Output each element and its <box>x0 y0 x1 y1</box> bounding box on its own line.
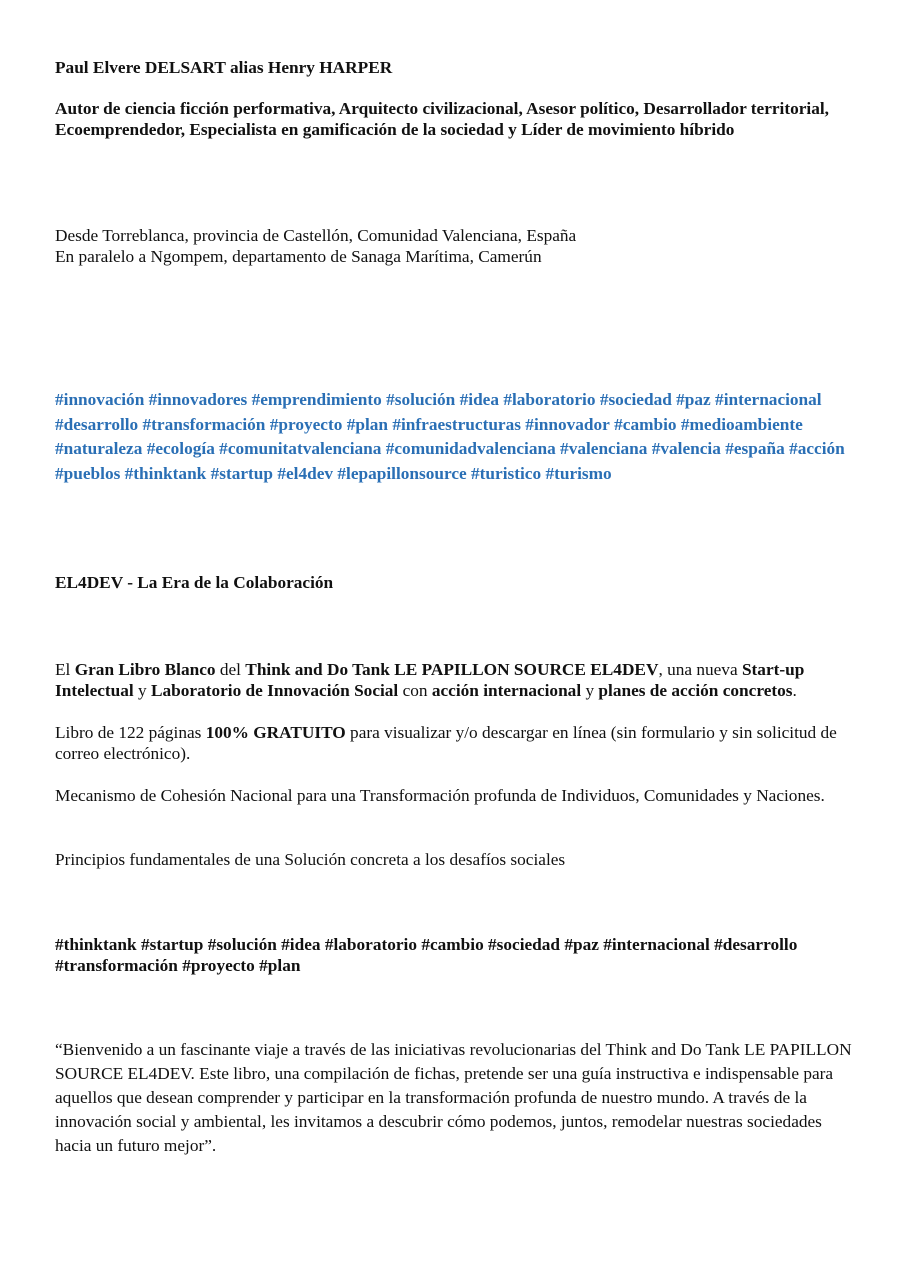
hashtag-link[interactable]: #lepapillonsource <box>337 463 467 483</box>
hashtag-link[interactable]: #innovadores <box>148 390 248 409</box>
hashtag-link[interactable]: #emprendimiento <box>251 390 382 409</box>
hashtag-link[interactable]: #el4dev <box>277 463 334 483</box>
principles-paragraph: Principios fundamentales de una Solución concreta a los desafíos sociales <box>55 850 566 869</box>
hashtag-link[interactable]: #startup <box>210 463 274 483</box>
hashtag-link[interactable]: #idea <box>459 390 499 409</box>
hashtag-link[interactable]: #innovador <box>525 414 610 434</box>
hashtag-link[interactable]: #paz <box>676 390 711 409</box>
hashtag-link[interactable]: #acción <box>789 439 845 458</box>
location-line-2: En paralelo a Ngompem, departamento de Sanaga Marítima, Camerún <box>55 247 542 266</box>
hashtag-link[interactable]: #comunidadvalenciana <box>385 439 556 458</box>
hashtag-link[interactable]: #innovación <box>55 390 145 409</box>
hashtag-link[interactable]: #proyecto <box>269 414 343 434</box>
location-line-1: Desde Torreblanca, provincia de Castellón, Comunidad Valenciana, España <box>55 226 577 245</box>
hashtag-link[interactable]: #sociedad <box>599 390 672 409</box>
hashtag-link[interactable]: #españa <box>725 439 785 458</box>
author-name: Paul Elvere DELSART alias Henry HARPER <box>55 58 393 77</box>
book-paragraph: Libro de 122 páginas 100% GRATUITO para visualizar y/o descargar en línea (sin formulario y sin solicitud de correo electrónico). <box>55 723 837 763</box>
hashtag-link[interactable]: #medioambiente <box>680 414 803 434</box>
hashtag-link[interactable]: #internacional <box>715 390 822 409</box>
hashtag-link[interactable]: #cambio <box>614 414 677 434</box>
hashtag-link[interactable]: #ecología <box>146 439 215 458</box>
section-title: EL4DEV - La Era de la Colaboración <box>55 573 334 592</box>
hashtag-link[interactable]: #turismo <box>545 463 612 483</box>
hashtag-link[interactable]: #valenciana <box>560 439 648 458</box>
intro-paragraph: El Gran Libro Blanco del Think and Do Tank LE PAPILLON SOURCE EL4DEV, una nueva Start-up Intelectual y Laboratorio de Innovación Social con acción internacional y planes de acción concretos. <box>55 660 805 700</box>
hashtag-list-blue <box>55 388 855 486</box>
mechanism-paragraph: Mecanismo de Cohesión Nacional para una Transformación profunda de Individuos, Comunidades y Naciones. <box>55 786 825 805</box>
hashtag-link[interactable]: #comunitatvalenciana <box>219 439 382 458</box>
hashtag-link[interactable]: #infraestructuras <box>392 414 521 434</box>
hashtag-link[interactable]: #thinktank <box>124 463 207 483</box>
hashtag-link[interactable]: #pueblos <box>55 463 121 483</box>
hashtag-link[interactable]: #desarrollo <box>55 414 139 434</box>
hashtag-link[interactable]: #plan <box>346 414 389 434</box>
hashtag-link[interactable]: #transformación <box>142 414 266 434</box>
hashtag-list-black: #thinktank #startup #solución #idea #laboratorio #cambio #sociedad #paz #internacional #desarrollo #transformación #proyecto #plan <box>55 935 798 975</box>
hashtag-link[interactable]: #solución <box>386 390 456 409</box>
hashtag-link[interactable]: #turistico <box>471 463 542 483</box>
welcome-quote: “Bienvenido a un fascinante viaje a través de las iniciativas revolucionarias del Think and Do Tank LE PAPILLON SOURCE EL4DEV. Este libro, una compilación de fichas, pretende ser una guía instructiva e indispensable para aquellos que desean comprender y participar en la transformación profunda de nuestro mundo. A través de la innovación social y ambiental, les invitamos a descubrir cómo podemos, juntos, remodelar nuestras sociedades hacia un futuro mejor”. <box>55 1040 852 1155</box>
hashtag-link[interactable]: #valencia <box>651 439 721 458</box>
hashtag-link[interactable]: #laboratorio <box>503 390 596 409</box>
hashtag-link[interactable]: #naturaleza <box>55 439 143 458</box>
author-roles: Autor de ciencia ficción performativa, Arquitecto civilizacional, Asesor político, Desarrollador territorial, Ecoemprendedor, Especialista en gamificación de la sociedad y Líder de movimiento híbrido <box>55 99 829 139</box>
